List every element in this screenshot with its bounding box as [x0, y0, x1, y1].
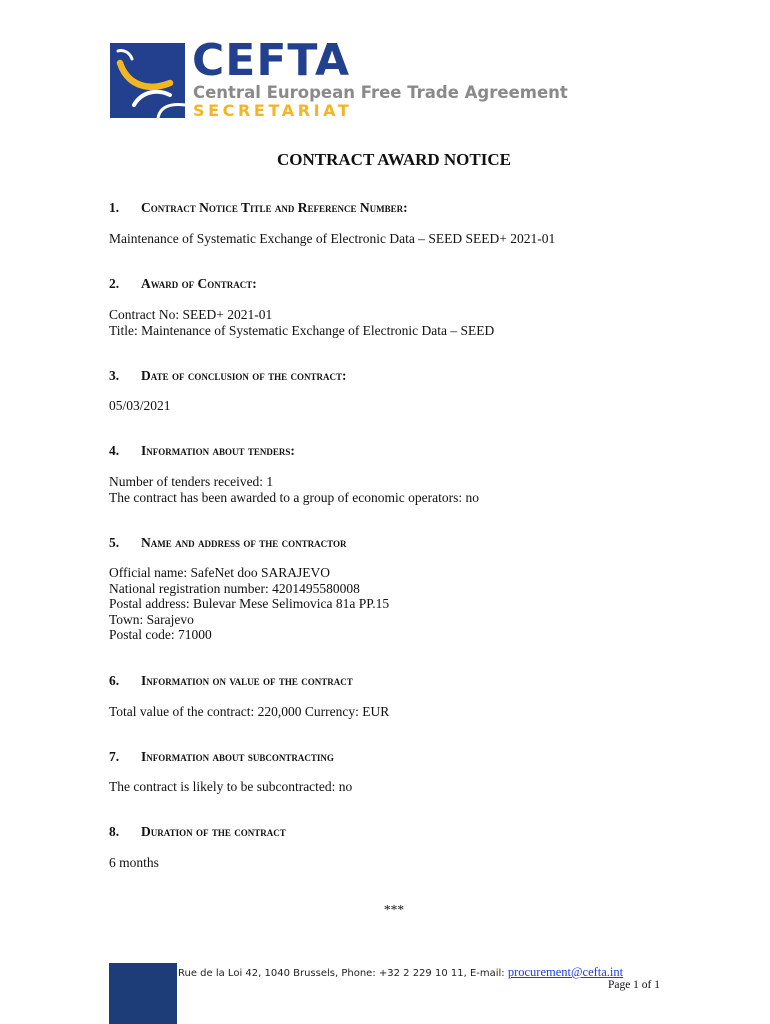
logo-secretariat: SECRETARIAT: [193, 101, 353, 120]
section-8-heading: [109, 824, 286, 840]
section-title: Date of conclusion of the contract:: [141, 368, 347, 383]
logo-name: CEFTA: [192, 35, 351, 86]
body-line: Total value of the contract: 220,000 Currency: EUR: [109, 704, 390, 719]
body-line: Postal code: 71000: [109, 627, 212, 643]
body-line: Postal address: Bulevar Mese Selimovica 81a PP.15: [109, 596, 390, 612]
body-line: 05/03/2021: [109, 398, 171, 413]
body-line: Maintenance of Systematic Exchange of Electronic Data – SEED SEED+ 2021-01: [109, 231, 556, 246]
body-line: Town: Sarajevo: [109, 611, 194, 627]
section-title: Name and address of the contractor: [141, 535, 347, 550]
body-line: Number of tenders received: 1: [109, 474, 274, 489]
end-marker: ***: [383, 902, 405, 917]
cefta-emblem-icon: [110, 43, 185, 118]
body-line: Official name: SafeNet doo SARAJEVO: [109, 565, 330, 580]
section-1-heading: [109, 200, 408, 216]
section-title: Duration of the contract: [141, 824, 286, 839]
section-title: Information about subcontracting: [141, 749, 334, 764]
body-line: 6 months: [109, 855, 159, 870]
section-6-body: [109, 704, 389, 720]
footer-address-text: Rue de la Loi 42, 1040 Brussels, Phone: +32 2 229 10 11, E-mail:: [178, 968, 508, 979]
section-4-heading: [109, 443, 295, 459]
section-2-heading: [109, 276, 257, 292]
section-3-body: [109, 398, 171, 414]
logo-subtitle: Central European Free Trade Agreement: [193, 83, 568, 102]
body-line: Title: Maintenance of Systematic Exchange of Electronic Data – SEED: [109, 322, 495, 338]
section-7-heading: [109, 749, 334, 765]
body-line: National registration number: 4201495580008: [109, 580, 360, 596]
section-3-heading: [109, 368, 346, 384]
section-number: 3.: [109, 368, 120, 383]
section-5-heading: [109, 535, 346, 551]
section-number: 5.: [109, 535, 120, 550]
section-title: Information on value of the contract: [141, 673, 353, 688]
section-1-body: [109, 231, 555, 247]
section-number: 2.: [109, 276, 120, 291]
section-number: 7.: [109, 749, 120, 764]
section-2-body: [109, 307, 494, 338]
section-number: 1.: [109, 200, 120, 215]
section-title: Information about tenders:: [141, 443, 295, 458]
section-8-body: [109, 855, 159, 871]
section-number: 6.: [109, 673, 120, 688]
footer-email-link[interactable]: procurement@cefta.int: [507, 965, 624, 979]
section-5-body: [109, 565, 389, 643]
section-6-heading: [109, 673, 353, 689]
document-title: CONTRACT AWARD NOTICE: [277, 150, 511, 169]
footer-color-block: [109, 963, 177, 1024]
footer-address: [178, 965, 623, 980]
section-title: Award of Contract:: [141, 276, 257, 291]
section-title: Contract Notice Title and Reference Number:: [141, 200, 408, 215]
section-4-body: [109, 474, 479, 505]
section-7-body: [109, 779, 352, 795]
body-line: The contract has been awarded to a group of economic operators: no: [109, 489, 479, 505]
body-line: Contract No: SEED+ 2021-01: [109, 307, 273, 322]
section-number: 4.: [109, 443, 120, 458]
body-line: The contract is likely to be subcontracted: no: [109, 779, 353, 794]
page-number: Page 1 of 1: [607, 979, 660, 991]
section-number: 8.: [109, 824, 120, 839]
cefta-logo: [110, 35, 568, 120]
